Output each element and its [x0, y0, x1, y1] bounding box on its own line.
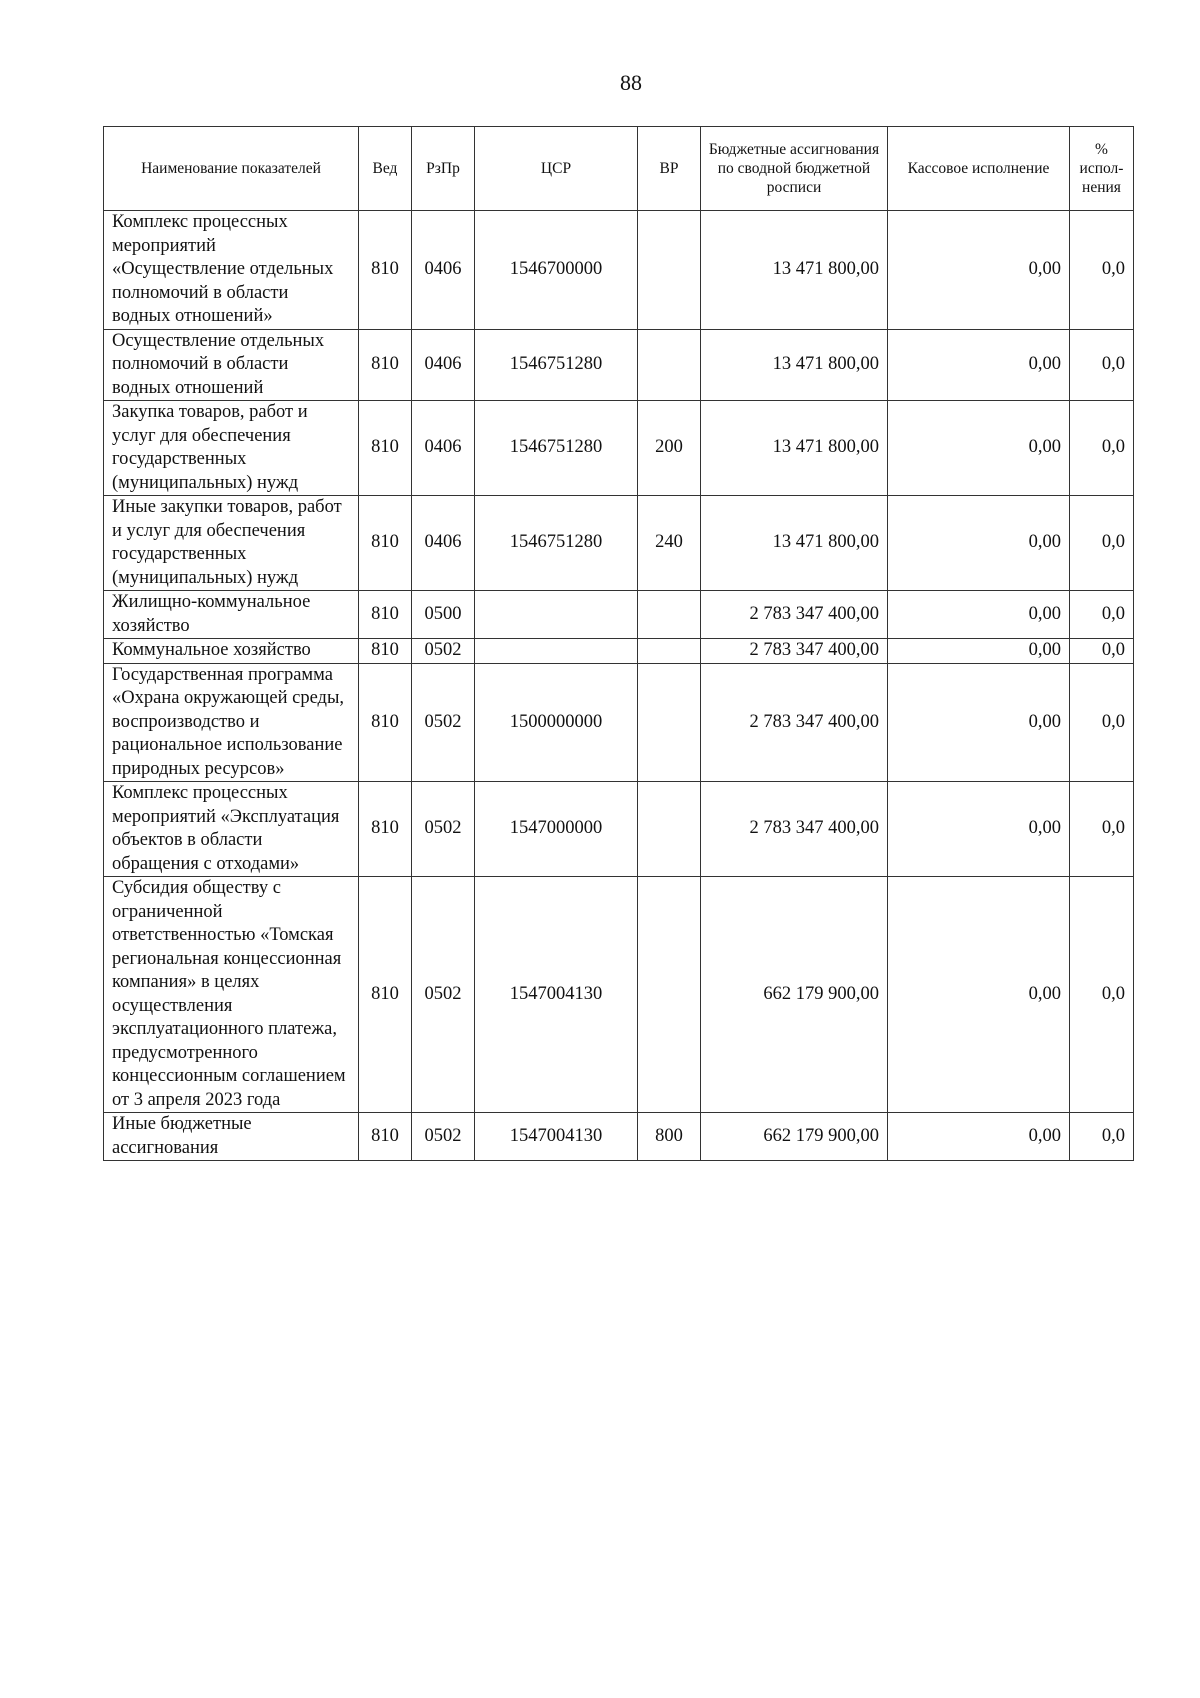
row-rzpr: 0406 — [412, 401, 475, 496]
row-ved: 810 — [359, 211, 412, 330]
row-cash: 0,00 — [888, 639, 1070, 664]
row-vr: 800 — [638, 1113, 701, 1161]
row-csr: 1546751280 — [475, 329, 638, 401]
row-budget: 662 179 900,00 — [701, 1113, 888, 1161]
row-name: Жилищно-коммунальное хозяйство — [104, 591, 359, 639]
header-percent: % испол-нения — [1070, 127, 1134, 211]
row-rzpr: 0406 — [412, 329, 475, 401]
header-budget: Бюджетные ассигнования по сводной бюджетной росписи — [701, 127, 888, 211]
row-cash: 0,00 — [888, 877, 1070, 1113]
page-number: 88 — [620, 70, 642, 95]
header-cash: Кассовое исполнение — [888, 127, 1070, 211]
row-csr: 1546700000 — [475, 211, 638, 330]
row-name: Коммунальное хозяйство — [104, 639, 359, 664]
row-cash: 0,00 — [888, 663, 1070, 782]
row-ved: 810 — [359, 329, 412, 401]
row-budget: 13 471 800,00 — [701, 329, 888, 401]
row-rzpr: 0502 — [412, 639, 475, 664]
table-row — [104, 401, 1134, 496]
row-vr — [638, 877, 701, 1113]
table-row — [104, 877, 1134, 1113]
row-rzpr: 0500 — [412, 591, 475, 639]
row-rzpr: 0502 — [412, 663, 475, 782]
row-budget: 662 179 900,00 — [701, 877, 888, 1113]
row-name: Иные закупки товаров, работ и услуг для обеспечения государственных (муниципальных) нужд — [104, 496, 359, 591]
row-vr — [638, 639, 701, 664]
row-ved: 810 — [359, 782, 412, 877]
header-csr: ЦСР — [475, 127, 638, 211]
table-row — [104, 663, 1134, 782]
row-name: Иные бюджетные ассигнования — [104, 1113, 359, 1161]
row-budget: 13 471 800,00 — [701, 211, 888, 330]
row-name: Государственная программа «Охрана окружающей среды, воспроизводство и рациональное использование природных ресурсов» — [104, 663, 359, 782]
table-row — [104, 1113, 1134, 1161]
table-row — [104, 639, 1134, 664]
row-rzpr: 0406 — [412, 496, 475, 591]
table-row — [104, 211, 1134, 330]
header-ved: Вед — [359, 127, 412, 211]
row-percent: 0,0 — [1070, 496, 1134, 591]
budget-execution-table — [103, 126, 1134, 1161]
row-percent: 0,0 — [1070, 639, 1134, 664]
row-name: Субсидия обществу с ограниченной ответственностью «Томская региональная концессионная компания» в целях осуществления эксплуатационного платежа, предусмотренного концессионным соглашением от 3 апреля 2023 года — [104, 877, 359, 1113]
header-name: Наименование показателей — [104, 127, 359, 211]
table-row — [104, 591, 1134, 639]
row-budget: 2 783 347 400,00 — [701, 782, 888, 877]
row-percent: 0,0 — [1070, 663, 1134, 782]
row-cash: 0,00 — [888, 211, 1070, 330]
row-budget: 13 471 800,00 — [701, 401, 888, 496]
row-vr — [638, 591, 701, 639]
row-budget: 2 783 347 400,00 — [701, 663, 888, 782]
row-ved: 810 — [359, 401, 412, 496]
row-ved: 810 — [359, 496, 412, 591]
row-cash: 0,00 — [888, 496, 1070, 591]
table-row — [104, 496, 1134, 591]
row-vr — [638, 211, 701, 330]
header-rzpr: РзПр — [412, 127, 475, 211]
row-ved: 810 — [359, 591, 412, 639]
row-percent: 0,0 — [1070, 211, 1134, 330]
row-csr: 1500000000 — [475, 663, 638, 782]
row-cash: 0,00 — [888, 782, 1070, 877]
row-csr: 1546751280 — [475, 401, 638, 496]
row-cash: 0,00 — [888, 329, 1070, 401]
row-vr: 240 — [638, 496, 701, 591]
row-percent: 0,0 — [1070, 591, 1134, 639]
row-vr — [638, 329, 701, 401]
row-budget: 13 471 800,00 — [701, 496, 888, 591]
row-ved: 810 — [359, 663, 412, 782]
row-percent: 0,0 — [1070, 329, 1134, 401]
row-rzpr: 0406 — [412, 211, 475, 330]
row-percent: 0,0 — [1070, 1113, 1134, 1161]
row-percent: 0,0 — [1070, 782, 1134, 877]
row-ved: 810 — [359, 1113, 412, 1161]
row-rzpr: 0502 — [412, 1113, 475, 1161]
row-percent: 0,0 — [1070, 401, 1134, 496]
row-csr — [475, 591, 638, 639]
row-vr — [638, 782, 701, 877]
row-csr: 1547004130 — [475, 877, 638, 1113]
row-ved: 810 — [359, 877, 412, 1113]
table-header-row — [104, 127, 1134, 211]
row-vr: 200 — [638, 401, 701, 496]
row-name: Комплекс процессных мероприятий «Осуществление отдельных полномочий в области водных отношений» — [104, 211, 359, 330]
row-budget: 2 783 347 400,00 — [701, 639, 888, 664]
row-csr: 1546751280 — [475, 496, 638, 591]
row-cash: 0,00 — [888, 1113, 1070, 1161]
row-name: Закупка товаров, работ и услуг для обеспечения государственных (муниципальных) нужд — [104, 401, 359, 496]
row-name: Осуществление отдельных полномочий в области водных отношений — [104, 329, 359, 401]
row-cash: 0,00 — [888, 591, 1070, 639]
row-percent: 0,0 — [1070, 877, 1134, 1113]
row-rzpr: 0502 — [412, 782, 475, 877]
row-csr: 1547004130 — [475, 1113, 638, 1161]
row-rzpr: 0502 — [412, 877, 475, 1113]
row-cash: 0,00 — [888, 401, 1070, 496]
row-csr — [475, 639, 638, 664]
row-budget: 2 783 347 400,00 — [701, 591, 888, 639]
table-row — [104, 329, 1134, 401]
row-ved: 810 — [359, 639, 412, 664]
header-vr: ВР — [638, 127, 701, 211]
row-vr — [638, 663, 701, 782]
table-row — [104, 782, 1134, 877]
row-name: Комплекс процессных мероприятий «Эксплуатация объектов в области обращения с отходами» — [104, 782, 359, 877]
row-csr: 1547000000 — [475, 782, 638, 877]
